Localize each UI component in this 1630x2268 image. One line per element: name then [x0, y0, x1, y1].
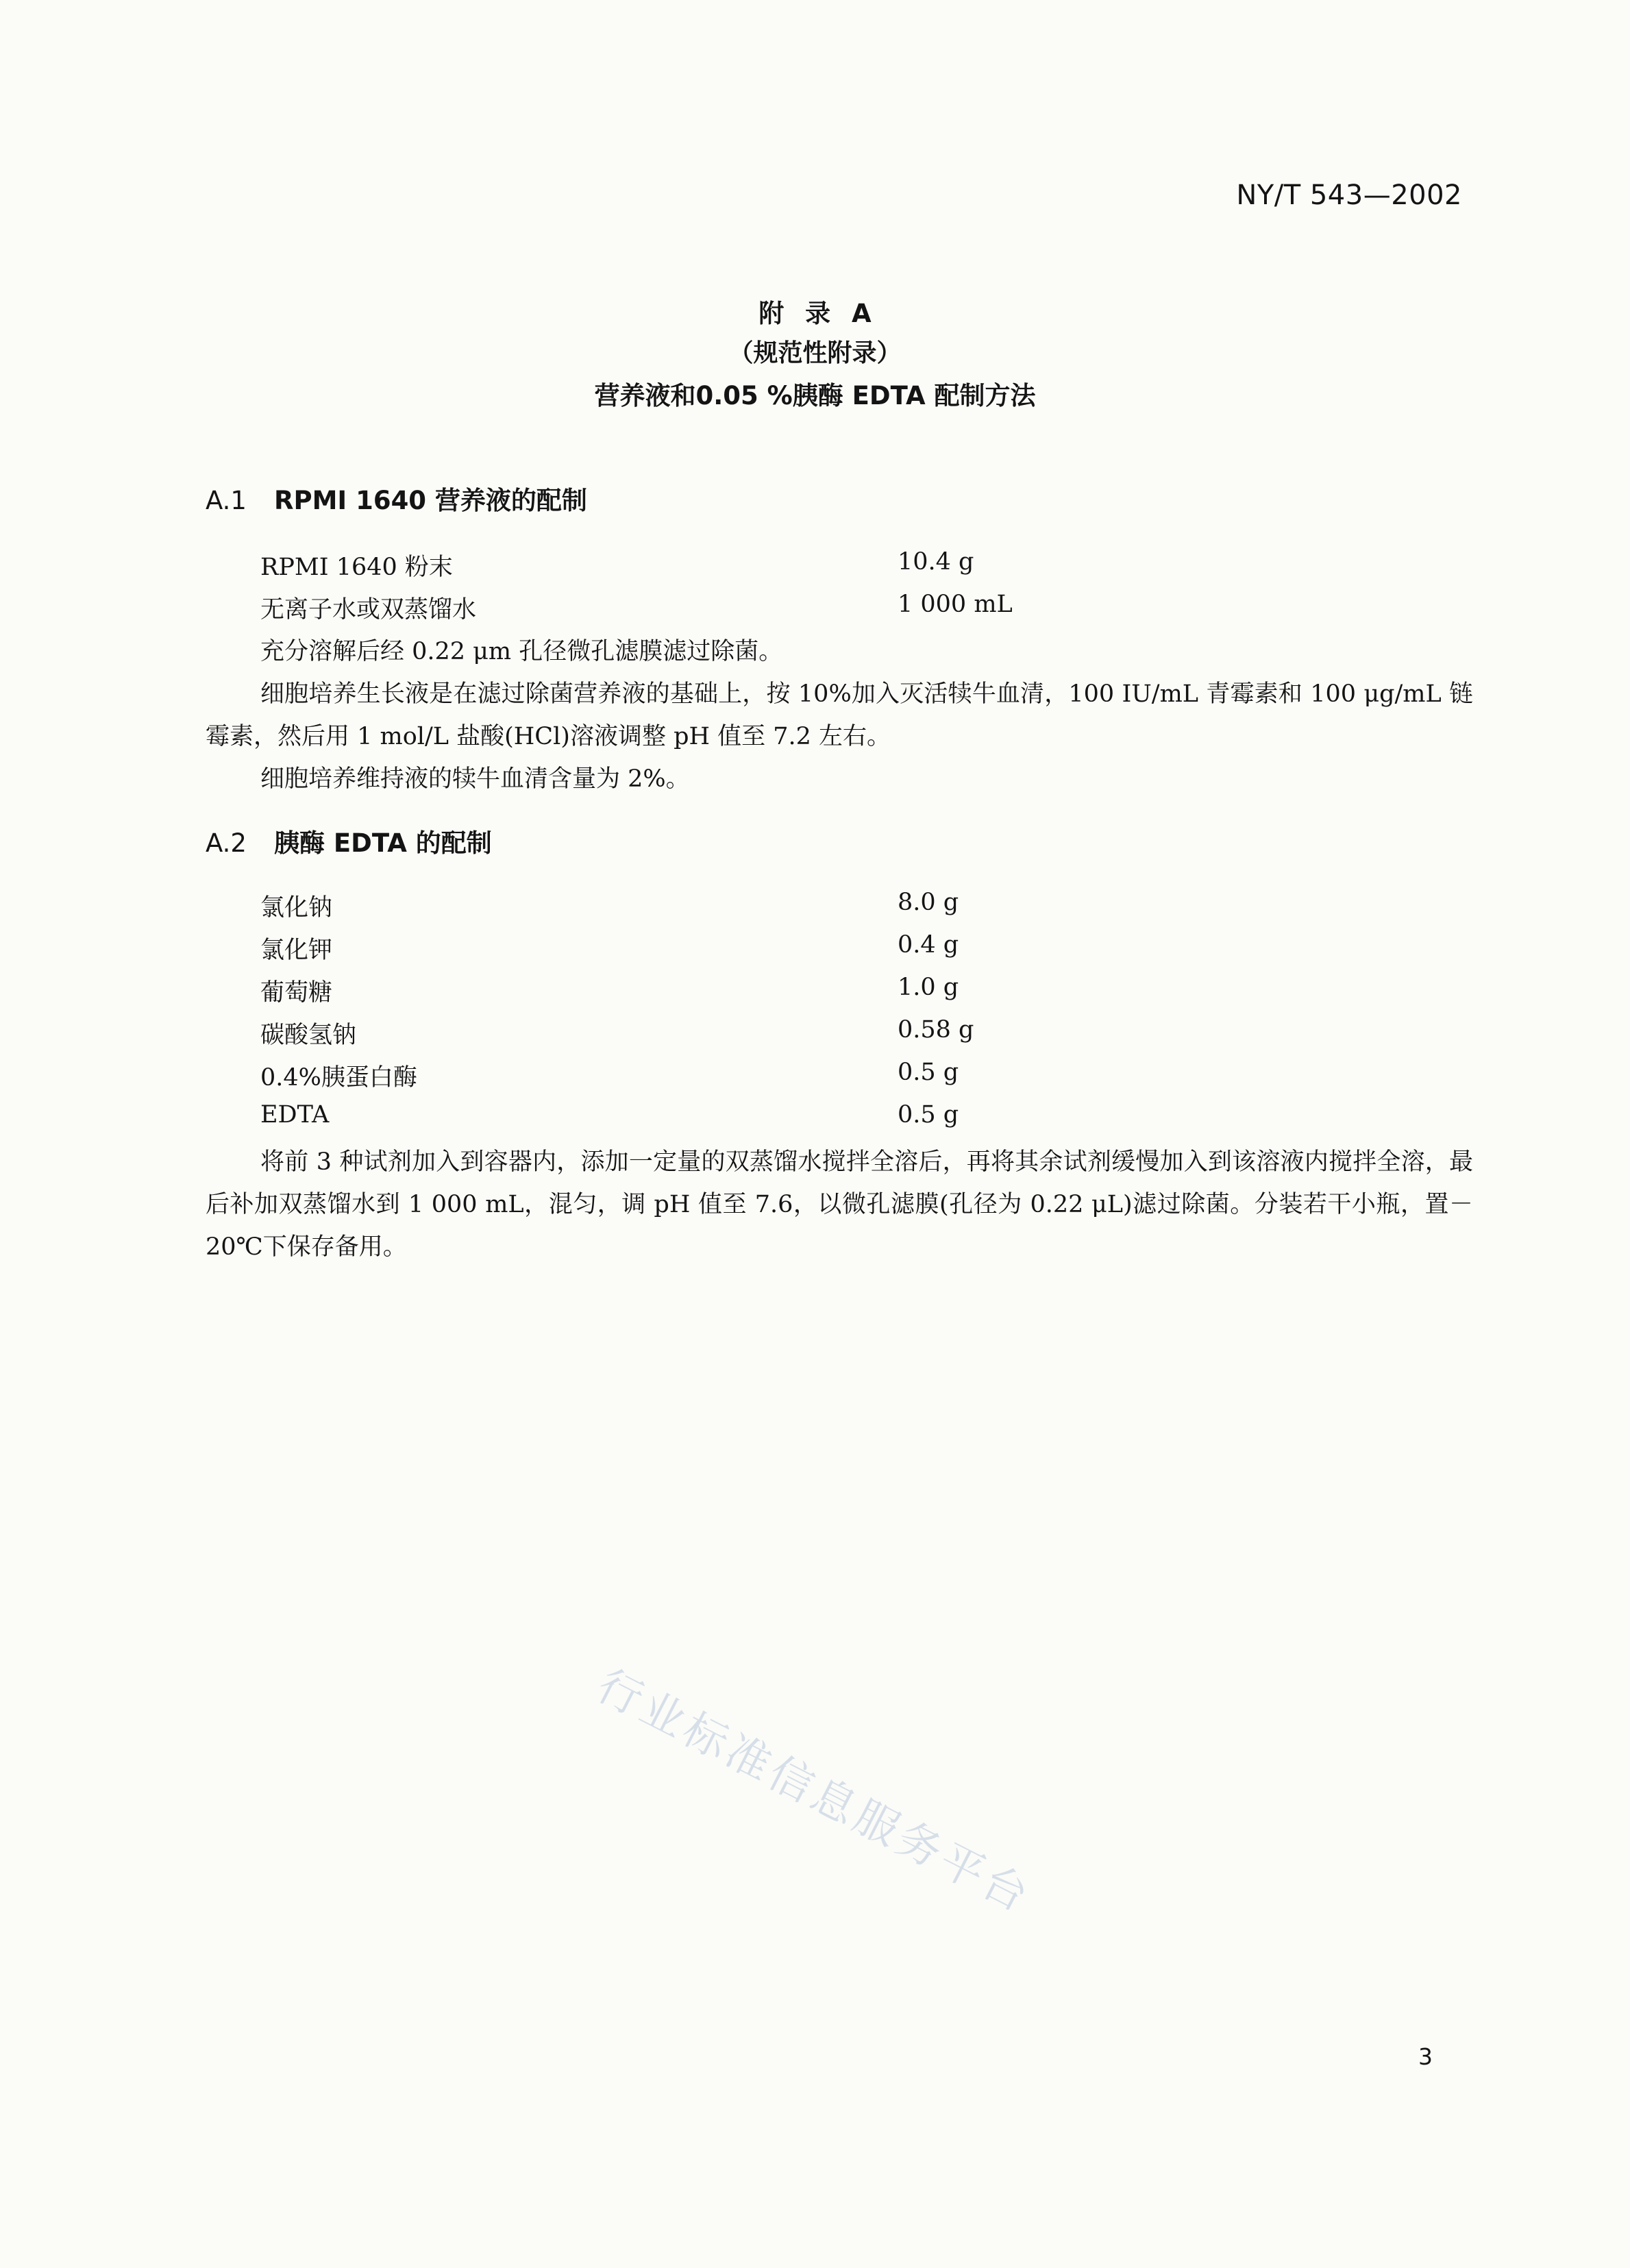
page-number: 3 — [1418, 2043, 1433, 2070]
reagent-amount: 0.5 g — [898, 1059, 959, 1086]
section-number: A.2 — [206, 828, 247, 858]
annex-type: （规范性附录） — [728, 339, 902, 367]
reagent-name: EDTA — [260, 1101, 330, 1129]
paragraph: 细胞培养维持液的犊牛血清含量为 2%。 — [260, 765, 690, 793]
annex-title: 营养液和0.05 %胰酶 EDTA 配制方法 — [594, 381, 1036, 410]
reagent-name: RPMI 1640 粉末 — [260, 554, 453, 581]
reagent-name: 葡萄糖 — [260, 979, 333, 1007]
paragraph: 充分溶解后经 0.22 μm 孔径微孔滤膜滤过除菌。 — [260, 638, 783, 665]
paragraph: 细胞培养生长液是在滤过除菌营养液的基础上，按 10%加入灭活犊牛血清，100 IU/mL 青霉素和 100 μg/mL 链霉素，然后用 1 mol/L 盐酸(HCl)溶液调整 pH 值至 7.2 左右。 — [206, 680, 1473, 750]
section-title: 胰酶 EDTA 的配制 — [274, 828, 492, 858]
reagent-name: 氯化钠 — [260, 894, 333, 922]
section-title: RPMI 1640 营养液的配制 — [274, 486, 587, 515]
reagent-amount: 1.0 g — [898, 974, 959, 1001]
reagent-amount: 10.4 g — [898, 548, 974, 576]
reagent-name: 0.4%胰蛋白酶 — [260, 1064, 417, 1092]
watermark: 行业标准信息服务平台 — [589, 1660, 1039, 1924]
section-number: A.1 — [206, 486, 247, 515]
annex-heading: 附 录 A — [758, 299, 872, 328]
reagent-name: 碳酸氢钠 — [260, 1022, 357, 1049]
paragraph: 将前 3 种试剂加入到容器内，添加一定量的双蒸馏水搅拌全溶后，再将其余试剂缓慢加入到该溶液内搅拌全溶，最后补加双蒸馏水到 1 000 mL，混匀，调 pH 值至 7.6，以微孔滤膜(孔径为 0.22 μL)滤过除菌。分装若干小瓶，置－20℃下保存备用。 — [206, 1148, 1473, 1261]
reagent-amount: 1 000 mL — [898, 591, 1013, 618]
standard-code: NY/T 543—2002 — [1236, 180, 1462, 211]
reagent-amount: 0.5 g — [898, 1101, 959, 1129]
section-a2-heading — [206, 822, 492, 859]
reagent-name: 氯化钾 — [260, 937, 333, 964]
reagent-amount: 0.4 g — [898, 931, 959, 959]
section-a1-heading — [206, 480, 587, 517]
reagent-amount: 8.0 g — [898, 889, 959, 916]
reagent-name: 无离子水或双蒸馏水 — [260, 596, 477, 624]
section-a1-text — [206, 630, 1473, 800]
reagent-amount: 0.58 g — [898, 1016, 974, 1044]
section-a2-text — [206, 1141, 1473, 1268]
